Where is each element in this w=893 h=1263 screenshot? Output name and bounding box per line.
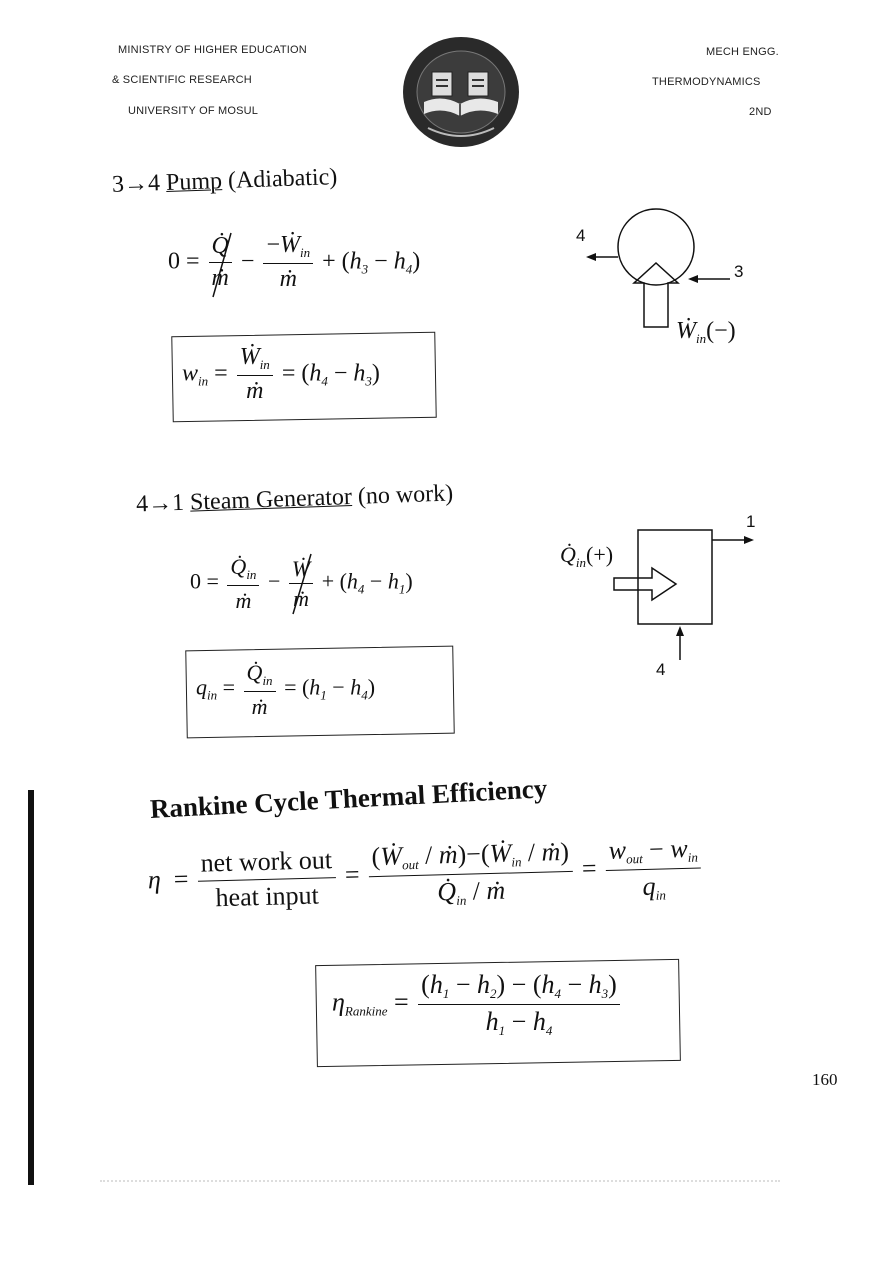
- heat-input-equation: $q_{in}$ = $\frac{Q̇_{in}}{\text{ṁ}}$ = $(h_1 - h_4)$: [196, 660, 376, 719]
- university-seal-logo: [402, 36, 520, 148]
- steam-generator-energy-equation: 0 = $\frac{Q̇_{in}}{\text{ṁ}}$ − $\frac{\text{Ẇ}}{\text{ṁ}}$ + $(h_4 - h_1)$: [190, 554, 413, 613]
- header-department: MECH ENGG.: [706, 46, 779, 58]
- steam-generator-outlet-label: 1: [746, 512, 756, 531]
- steam-generator-inlet-label: 4: [656, 660, 666, 679]
- header-university: UNIVERSITY OF MOSUL: [128, 105, 259, 117]
- efficiency-heading: Rankine Cycle Thermal Efficiency: [149, 773, 548, 824]
- pump-outlet-label: 4: [576, 226, 586, 245]
- heat-in-sign: (+): [586, 542, 614, 567]
- header-subject: THERMODYNAMICS: [652, 76, 761, 88]
- pump-heading-note: (Adiabatic): [227, 164, 338, 194]
- pump-heading: [112, 164, 338, 199]
- rankine-efficiency-equation: $\eta_{Rankine}$ = $\frac{(h_1 - h_2) - (h_4 - h_3)}{h_1 - h_4}$: [332, 970, 623, 1039]
- steam-generator-heading-states: 4→1: [135, 489, 185, 518]
- page-number: 160: [812, 1070, 838, 1089]
- pump-heading-states: 3→4: [111, 170, 161, 198]
- efficiency-denominator-text: heat input: [215, 880, 320, 913]
- rankine-subscript: Rankine: [344, 1003, 388, 1019]
- pump-inlet-label: 3: [734, 262, 744, 281]
- steam-generator-heading-note: (no work): [357, 480, 454, 510]
- header-ministry: MINISTRY OF HIGHER EDUCATION: [118, 44, 307, 56]
- header-stage: 2ND: [749, 106, 772, 118]
- steam-generator-heading-name: Steam Generator: [189, 484, 353, 516]
- pump-work-equation: $w_{in}$ = $\frac{Ẇ_{in}}{\text{ṁ}}$ = $(h_4 - h_3)$: [182, 344, 380, 404]
- heat-in-label: $Q̇_{in}(+)$: [560, 542, 614, 570]
- pump-energy-equation: 0 = $\frac{Q̇}{\text{ṁ}}$ − $\frac{-Ẇ_{in}}{\text{ṁ}}$ + $(h_3 - h_4)$: [168, 232, 420, 294]
- pump-work-sign: (−): [706, 318, 736, 344]
- steam-generator-diagram: [600, 520, 770, 660]
- pump-work-in-label: Ẇ$_{in}$(−): [676, 318, 736, 346]
- scan-edge-shadow: [28, 790, 34, 1185]
- steam-generator-heading: [136, 480, 454, 518]
- pump-heading-name: Pump: [165, 168, 223, 197]
- efficiency-numerator-text: net work out: [197, 845, 335, 881]
- scan-bottom-artifact: [100, 1180, 780, 1182]
- efficiency-definition-equation: η = $\frac{\text{net work out}}{\text{heat input}}$ = $\frac{(Ẇ_{out} / ṁ)-(Ẇ_{in} / ṁ)}{Q̇_{in} / ṁ}$ = $\frac{w_{out} - w_{in}}{q_{in}}$: [147, 833, 705, 916]
- header-research: & SCIENTIFIC RESEARCH: [112, 74, 252, 86]
